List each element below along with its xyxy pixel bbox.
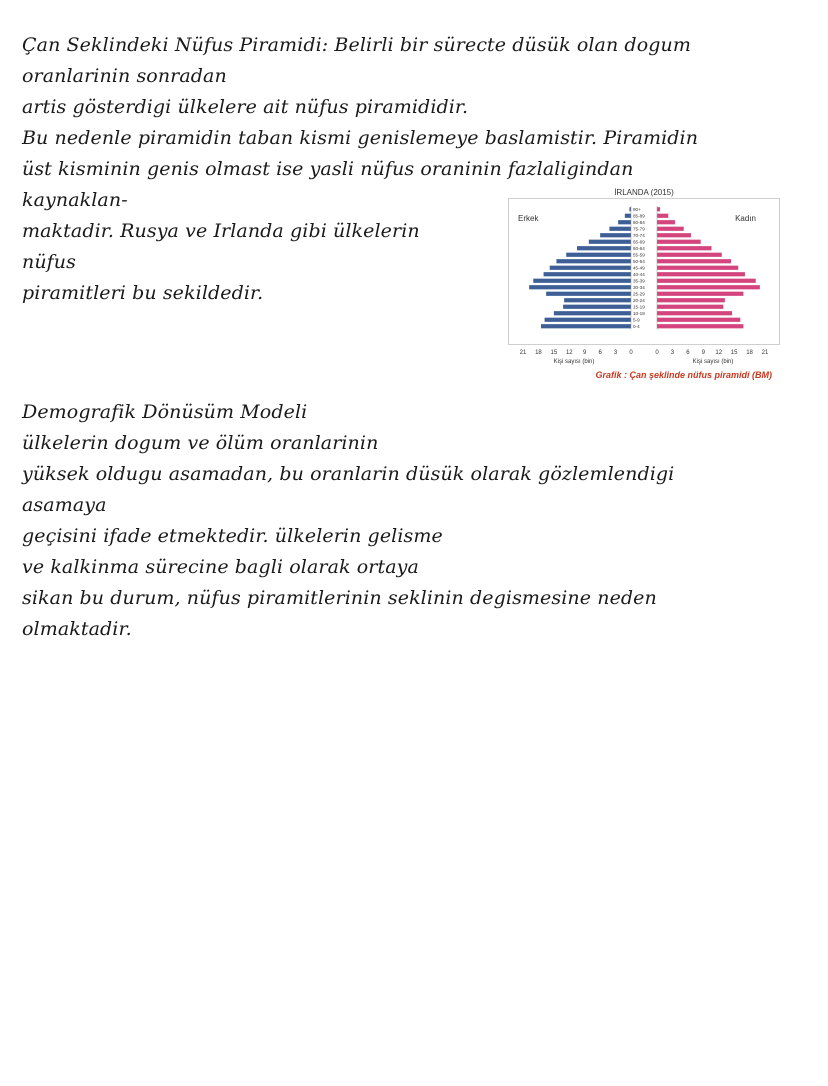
x-tick-left: 12	[565, 350, 573, 356]
age-label: 55-59	[633, 252, 645, 258]
x-tick-left: 9	[583, 350, 587, 356]
age-label: 90+	[633, 207, 641, 213]
age-label: 35-39	[633, 278, 645, 284]
chart-left-label: Erkek	[518, 214, 539, 223]
bar-male-70-74	[600, 233, 631, 237]
bar-female-30-34	[657, 285, 760, 289]
bar-male-10-18	[554, 311, 631, 315]
age-label: 85-89	[633, 213, 645, 219]
x-tick-left: 15	[550, 350, 558, 356]
x-tick-left: 3	[613, 350, 618, 356]
bar-female-40-44	[657, 272, 745, 276]
bar-female-90+	[657, 207, 660, 211]
age-label: 80-84	[633, 220, 645, 226]
x-tick-right: 15	[730, 350, 738, 356]
bar-female-70-74	[657, 233, 691, 237]
age-label: 5-9	[633, 317, 640, 323]
bar-female-35-39	[657, 279, 756, 283]
chart-caption: Grafik : Çan şeklinde nüfus piramidi (BM)	[595, 370, 772, 380]
bar-male-65-69	[589, 240, 631, 244]
bar-male-5-9	[545, 318, 631, 322]
bar-female-50-54	[657, 259, 731, 263]
section1-line: Çan Seklindeki Nüfus Piramidi: Belirli bir sürecte düsük olan dogum	[22, 34, 691, 56]
age-label: 0-4	[633, 324, 640, 330]
bar-female-0-4	[657, 324, 743, 328]
age-label: 45-49	[633, 265, 645, 271]
x-axis-label-right: Kişi sayısı (bin)	[692, 359, 734, 365]
bar-female-20-24	[657, 298, 725, 302]
bar-male-40-44	[544, 272, 631, 276]
x-tick-right: 0	[655, 350, 659, 356]
bar-male-25-29	[546, 292, 631, 296]
chart-title: İRLANDA (2015)	[614, 188, 674, 197]
age-label: 20-24	[633, 298, 645, 304]
population-pyramid-chart	[508, 186, 780, 386]
section1-line: piramitleri bu sekildedir.	[22, 282, 264, 304]
age-label: 75-79	[633, 226, 645, 232]
age-label: 65-69	[633, 239, 645, 245]
section2-line: ülkelerin dogum ve ölüm oranlarinin	[22, 432, 379, 454]
x-tick-right: 6	[686, 350, 690, 356]
x-tick-right: 21	[761, 350, 769, 356]
bar-male-15-19	[563, 305, 631, 309]
age-label: 70-74	[633, 233, 645, 239]
section1-line: Bu nedenle piramidin taban kismi genislemeye baslamistir. Piramidin	[22, 127, 699, 149]
section2-line: asamaya	[22, 494, 107, 516]
bar-female-80-84	[657, 220, 675, 224]
age-label: 25-29	[633, 291, 645, 297]
bar-female-55-59	[657, 253, 722, 257]
x-tick-right: 12	[715, 350, 723, 356]
x-tick-right: 18	[746, 350, 753, 356]
bar-female-45-49	[657, 266, 738, 270]
section1-line: oranlarinin sonradan	[22, 65, 227, 87]
bar-male-55-59	[566, 253, 631, 257]
section2-line: geçisini ifade etmektedir. ülkelerin gelisme	[22, 525, 443, 547]
age-label: 30-34	[633, 285, 645, 291]
bar-female-5-9	[657, 318, 740, 322]
section1-line: kaynaklan-	[22, 189, 128, 211]
section2-line: ve kalkinma sürecine bagli olarak ortaya	[22, 556, 419, 578]
section1-line: nüfus	[22, 251, 76, 273]
x-tick-left: 21	[519, 350, 527, 356]
x-tick-left: 18	[535, 350, 542, 356]
section2-line: yüksek oldugu asamadan, bu oranlarin düsük olarak gözlemlendigi	[22, 463, 675, 485]
bar-male-45-49	[550, 266, 631, 270]
bar-male-60-64	[577, 246, 631, 250]
x-tick-left: 6	[598, 350, 602, 356]
section2-line: Demografik Dönüsüm Modeli	[22, 401, 308, 423]
section1-line: üst kisminin genis olmast ise yasli nüfus oraninin fazlaligindan	[22, 158, 634, 180]
x-tick-right: 3	[670, 350, 675, 356]
bar-male-80-84	[618, 220, 631, 224]
bar-female-65-69	[657, 240, 701, 244]
bar-male-50-54	[556, 259, 631, 263]
section2-line: olmaktadir.	[22, 618, 132, 640]
bar-male-75-79	[609, 227, 631, 231]
bar-male-0-4	[541, 324, 631, 328]
x-tick-left: 0	[629, 350, 633, 356]
bar-male-30-34	[529, 285, 631, 289]
bar-female-25-29	[657, 292, 743, 296]
chart-right-label: Kadın	[735, 214, 756, 223]
bar-female-10-18	[657, 311, 732, 315]
bar-female-15-19	[657, 305, 723, 309]
section1-line: artis gösterdigi ülkelere ait nüfus piramididir.	[22, 96, 469, 118]
bar-male-20-24	[564, 298, 631, 302]
age-label: 60-64	[633, 246, 645, 252]
age-label: 15-19	[633, 304, 645, 310]
x-tick-right: 9	[701, 350, 705, 356]
x-axis-label-left: Kişi sayısı (bin)	[553, 359, 595, 365]
bar-female-75-79	[657, 227, 684, 231]
bar-male-85-89	[625, 214, 631, 218]
age-label: 40-44	[633, 272, 645, 278]
age-label: 10-18	[633, 311, 645, 317]
section2-line: sikan bu durum, nüfus piramitlerinin seklinin degismesine neden	[22, 587, 657, 609]
bar-male-35-39	[533, 279, 631, 283]
section1-line: maktadir. Rusya ve Irlanda gibi ülkelerin	[22, 220, 420, 242]
bar-female-60-64	[657, 246, 712, 250]
age-label: 50-54	[633, 259, 645, 265]
bar-female-85-89	[657, 214, 668, 218]
